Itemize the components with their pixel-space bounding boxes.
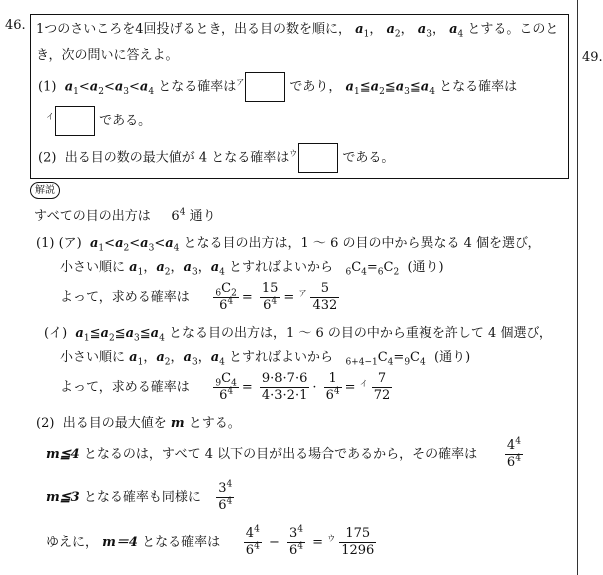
side-number: 49.	[582, 50, 603, 65]
answer-blank-a	[245, 72, 285, 102]
total-outcomes: すべての目の出方は $6^4$ 通り	[34, 207, 216, 224]
problem-line2: き，次の問いに答えよ。	[36, 48, 179, 63]
part1a-line2: 小さい順に $a_1$，$a_2$，$a_3$，$a_4$ とすればよいから $_6C_4=_6C_2$ (通り)	[60, 260, 444, 278]
part2-line3: ゆえに， m＝4 となる確率は $\frac{4^4}{6^4}$ − $\frac{3^4}{6^4}$ = $^ウ$ $\frac{175}{1296}$	[46, 524, 375, 558]
part2-line1: m≦4 となるのは，すべて 4 以下の目が出る場合であるから，その確率は $\frac{4^4}{6^4}$	[46, 436, 521, 470]
part2-line2: m≦3 となる確率も同様に $\frac{3^4}{6^4}$	[46, 479, 233, 513]
part1a-probability: よって，求める確率は $\frac{_6C_2}{6^4}$ = $\frac{15}{6^4}$ = $^ア$ $\frac{5}{432}$	[60, 281, 338, 313]
part1b-line2: 小さい順に $a_1$，$a_2$，$a_3$，$a_4$ とすればよいから $_{6+4-1}C_4=_9C_4$ (通り)	[60, 350, 471, 368]
question-2: (2) 出る目の数の最大値が 4 となる確率は$^ウ$ である。	[38, 143, 394, 173]
problem-line1: 1つのさいころを4回投げるとき，出る目の数を順に， $a_1$， $a_2$， $a_3$， $a_4$ とする。このと	[36, 22, 559, 40]
part1b-line1: (イ) $a_1≦a_2≦a_3≦a_4$ となる目の出方は，1 ～ 6 の目の中から重複を許して 4 個選び，	[44, 326, 552, 344]
part2-intro: (2) 出る目の最大値を m とする。	[36, 416, 241, 431]
solution-badge: 解説	[30, 182, 60, 199]
part1a-line1: (1) (ア) $a_1<a_2<a_3<a_4$ となる目の出方は，1 ～ 6 の目の中から異なる 4 個を選び，	[36, 236, 541, 254]
part1b-probability: よって，求める確率は $\frac{_9C_4}{6^4}$ = $\frac{9\cdot 8\cdot 7\cdot 6}{4\cdot 3\cdot 2\cdot 1}$ · $\frac{1}{6^4}$ = $^イ$ $\frac{7}{72}$	[60, 371, 391, 403]
problem-number: 46.	[5, 18, 26, 33]
question-1: (1) $a_1<a_2<a_3<a_4$ となる確率は$^ア$ であり， $a_1≦a_2≦a_3≦a_4$ となる確率は	[38, 72, 517, 102]
answer-blank-b	[55, 106, 95, 136]
column-divider	[577, 0, 578, 575]
answer-blank-c	[298, 143, 338, 173]
question-1-line2: $^イ$ である。	[46, 106, 151, 136]
